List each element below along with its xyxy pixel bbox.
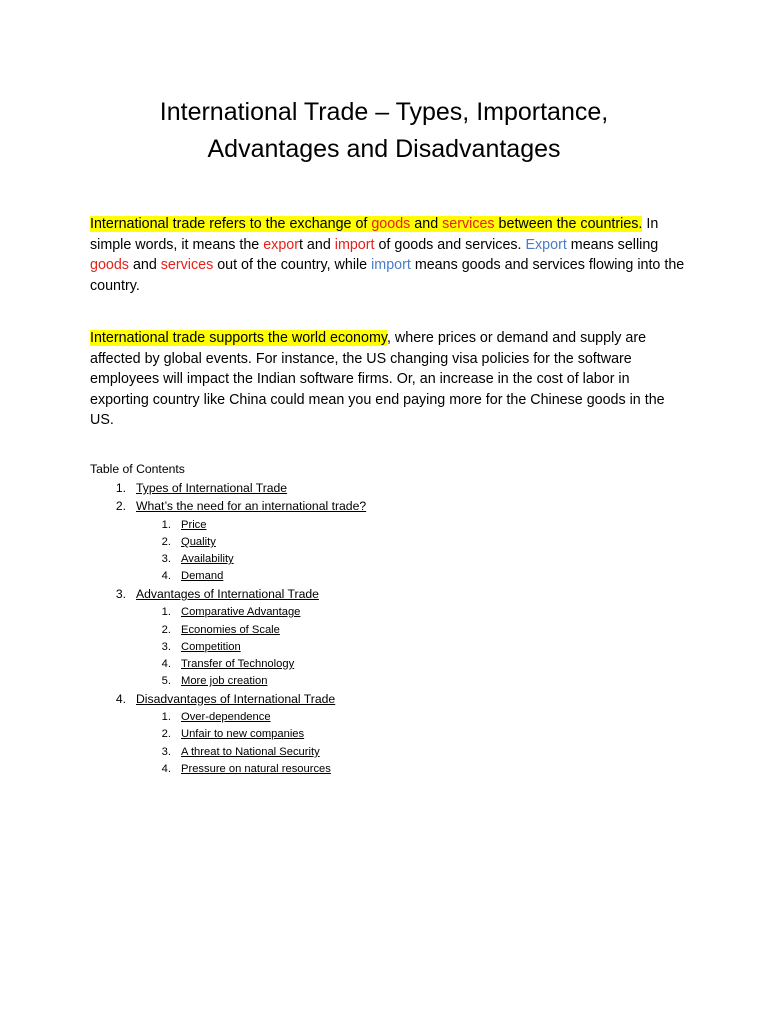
toc-link-demand[interactable]: Demand [181, 570, 224, 582]
toc-subitem [161, 726, 305, 742]
toc-subitem [161, 517, 207, 533]
toc-link-national-security[interactable]: A threat to National Security [181, 746, 320, 758]
toc-number: 1. [161, 519, 171, 531]
toc-subitem [161, 551, 234, 567]
text-run: means selling [566, 236, 659, 253]
toc-link-natural-resources[interactable]: Pressure on natural resources [181, 763, 331, 775]
toc-link-advantages[interactable]: Advantages of International Trade [136, 587, 319, 601]
toc-number: 1. [115, 481, 126, 495]
text-run: between the countries. [494, 216, 643, 232]
toc-number: 1. [161, 711, 171, 723]
toc-link-price[interactable]: Price [181, 519, 207, 531]
text-run: t and [298, 236, 335, 253]
toc-subitem [161, 568, 224, 584]
toc-link-competition[interactable]: Competition [181, 641, 241, 653]
toc-item [115, 586, 319, 602]
export-definition-term: Export [525, 236, 567, 253]
toc-subitem [161, 761, 331, 777]
definition-highlight [90, 216, 642, 232]
toc-number: 2. [161, 536, 171, 548]
toc-number: 4. [161, 763, 171, 775]
toc-subitem [161, 744, 320, 760]
economy-paragraph [90, 328, 690, 431]
economy-highlight: International trade supports the world economy [90, 330, 387, 346]
toc-subitem [161, 639, 241, 655]
toc-link-disadvantages[interactable]: Disadvantages of International Trade [136, 692, 336, 706]
toc-link-availability[interactable]: Availability [181, 553, 234, 565]
toc-number: 3. [115, 587, 126, 601]
services-term: services [442, 216, 495, 232]
toc-link-economies-of-scale[interactable]: Economies of Scale [181, 624, 280, 636]
export-term: expor [263, 236, 299, 253]
text-run: , where prices or demand and supply are affected by global events. For instance, the US changing visa policies for the software employees will impact the Indian software firms. Or, an increase in the cost of labor in exporting country like China could mean you end paying more for the Chinese goods in the US. [90, 330, 665, 429]
toc-link-more-job-creation[interactable]: More job creation [181, 675, 268, 687]
toc-subitem [161, 622, 280, 638]
toc-subitem [161, 709, 271, 725]
page-title [0, 94, 768, 168]
toc-number: 4. [161, 570, 171, 582]
toc-number: 5. [161, 675, 171, 687]
toc-item [115, 480, 288, 496]
toc-number: 4. [161, 658, 171, 670]
toc-item [115, 691, 336, 707]
toc-subitem [161, 673, 268, 689]
toc-link-quality[interactable]: Quality [181, 536, 216, 548]
toc-subitem [161, 534, 216, 550]
toc-number: 1. [161, 606, 171, 618]
toc-item [115, 498, 367, 514]
goods-term: goods [371, 216, 411, 232]
goods-term: goods [90, 257, 129, 274]
toc-number: 3. [161, 553, 171, 565]
toc-link-transfer-of-technology[interactable]: Transfer of Technology [181, 658, 295, 670]
toc-link-types[interactable]: Types of International Trade [136, 481, 288, 495]
import-definition-term: import [371, 257, 411, 274]
text-run: and [410, 216, 443, 232]
toc-number: 2. [115, 499, 126, 513]
text-run: out of the country, while [213, 257, 372, 274]
page-title-line-1: International Trade – Types, Importance, [159, 98, 609, 126]
toc-subitem [161, 604, 301, 620]
toc-number: 3. [161, 746, 171, 758]
toc-number: 2. [161, 728, 171, 740]
intro-paragraph [90, 214, 690, 296]
toc-number: 3. [161, 641, 171, 653]
toc-subitem [161, 656, 295, 672]
toc-link-over-dependence[interactable]: Over-dependence [181, 711, 271, 723]
toc-number: 2. [161, 624, 171, 636]
text-run: In simple words, it means the [90, 216, 659, 253]
toc-link-comparative-advantage[interactable]: Comparative Advantage [181, 606, 301, 618]
text-run: International trade refers to the exchange of [90, 216, 372, 232]
text-run: means goods and services flowing into the country. [90, 257, 685, 294]
text-run: and [128, 257, 161, 274]
toc-number: 4. [115, 692, 126, 706]
services-term: services [160, 257, 214, 274]
toc-link-need[interactable]: What’s the need for an international trade? [136, 499, 367, 513]
toc-heading: Table of Contents [90, 462, 185, 476]
text-run: of goods and services. [374, 236, 526, 253]
toc-link-unfair-to-new-companies[interactable]: Unfair to new companies [181, 728, 305, 740]
import-term: import [334, 236, 375, 253]
page-title-line-2: Advantages and Disadvantages [207, 135, 561, 163]
